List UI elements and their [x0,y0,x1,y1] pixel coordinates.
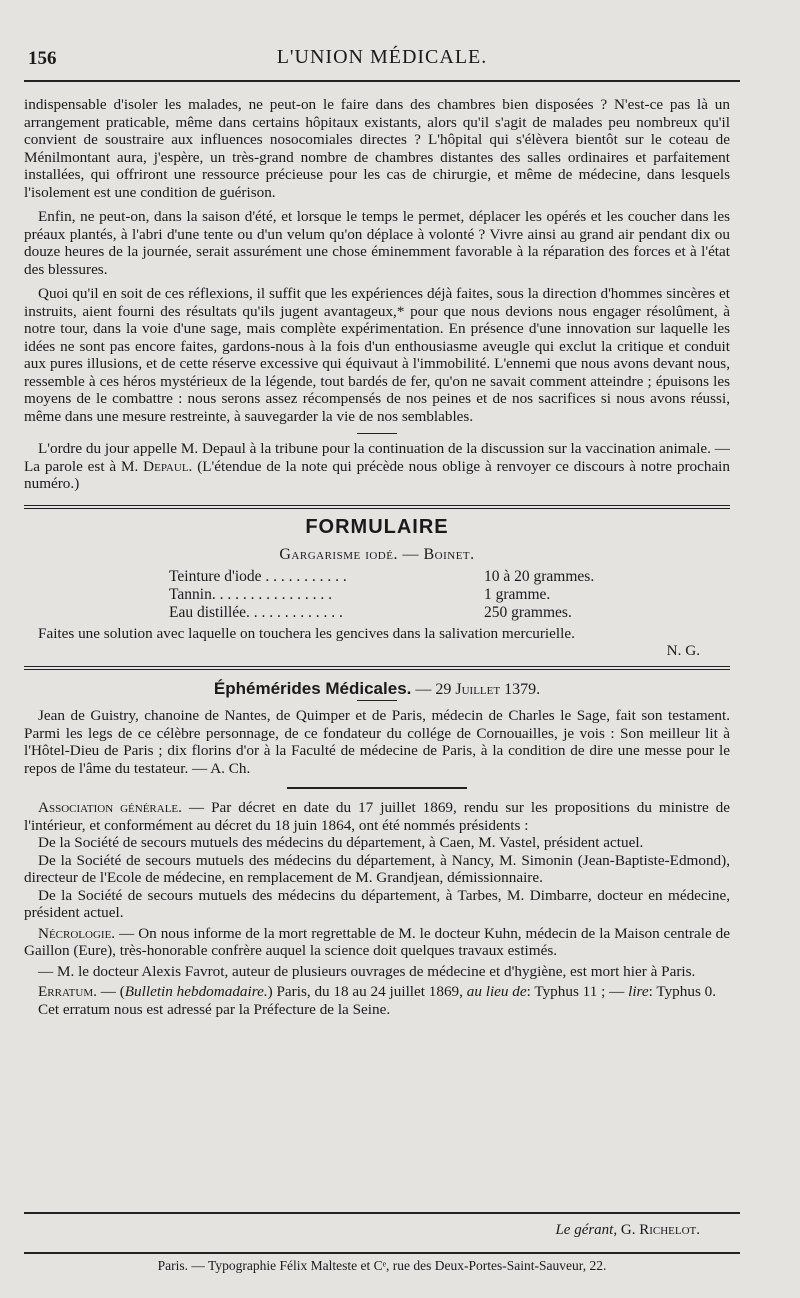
ingredient-name: Eau distillée. . . . . . . . . . . . . [169,603,343,621]
journal-title: L'UNION MÉDICALE. [276,46,488,68]
erratum-lire: lire [628,983,649,1000]
page-footer [24,1222,740,1273]
short-separator [357,433,397,434]
discourse-paragraph-1: indispensable d'isoler les malades, ne peut-on le faire dans des chambres bien disposées ? N'est-ce pas là un arrangement praticable, même dans certains hôpitaux existants, alors qu'il s'agit de malades peu nombreux qu'il convient de soustraire aux influences nosocomiales directes ? L'hôpital qui s'élèvera bientôt sur le coteau de Ménilmontant aura, j'espère, un très-grand nombre de chambres distantes des salles ordinaires et parfaitement installées, qui offriront une ressource précieuse pour les cas de chirurgie, et même de médecine, dans lesquels l'isolement est une condition de guérison. [24,96,730,201]
ephemerides-text: Jean de Guistry, chanoine de Nantes, de Quimper et de Paris, médecin de Charles le Sage, fait son testament. Parmi les legs de ce célèbre personnage, de ce fondateur du collége de Cornouailles, je vois : Son meilleur lit à l'Hôtel-Dieu de Paris ; dix florins d'or à la Faculté de médecine de Paris, à la condition de dire une messe pour le repos de l'âme du testateur. — A. Ch. [24,707,730,777]
ingredient-name: Tannin. . . . . . . . . . . . . . . . [169,585,332,603]
news-necrology [24,925,730,960]
ingredient-quantity: 250 grammes. [484,603,572,621]
footer-rule-mid [24,1252,740,1254]
page-header [24,46,740,72]
short-separator [357,700,397,701]
news-nancy: De la Société de secours mutuels des médecins du département, à Nancy, M. Simonin (Jean-Baptiste-Edmond), directeur de l'Ecole de médecine, en remplacement de M. Grandjean, démissionnaire. [24,851,730,886]
gerant-name: G. Richelot. [617,1222,700,1238]
gerant-label: Le gérant, [555,1222,618,1238]
news-favrot: — M. le docteur Alexis Favrot, auteur de plusieurs ouvrages de médecine et d'hygiène, est mort hier à Paris. [38,962,696,980]
news-erratum-note: Cet erratum nous est adressé par la Préfecture de la Seine. [38,1000,391,1018]
news-separator [287,787,467,789]
news-association-label: Association générale. [38,799,182,816]
ingredient-row [24,604,730,622]
news-tarbes: De la Société de secours mutuels des médecins du département, à Tarbes, M. Dimbarre, docteur en médecine, président actuel. [24,886,730,921]
news-erratum-label: Erratum. [38,983,97,1000]
formulaire-title: FORMULAIRE [305,515,449,538]
ephemerides-month: Juillet [455,680,501,698]
news-erratum: Erratum. — (Bulletin hebdomadaire.) Paris, du 18 au 24 juillet 1869, au lieu de: Typhus 11 ; — lire: Typhus 0. [38,983,717,1000]
page-number: 156 [28,48,57,69]
recipe-signature: N. G. [666,642,700,659]
ingredient-quantity: 10 à 20 grammes. [484,567,595,585]
news-necrology-label: Nécrologie. [38,924,116,942]
ephemerides-title [24,680,730,699]
ingredient-quantity: 1 gramme. [484,585,551,603]
order-text-end: . (L'étendue de la note qui précède nous oblige à renvoyer ce discours à notre prochain numéro.) [24,457,730,492]
ingredient-row [24,568,730,586]
printer-line: Paris. — Typographie Félix Malteste et Cᵉ, rue des Deux-Portes-Saint-Sauveur, 22. [157,1258,607,1273]
recipe-instructions: Faites une solution avec laquelle on touchera les gencives dans la salivation mercurielle. [38,624,575,642]
section-double-rule [24,666,730,670]
recipe-title: Gargarisme iodé. — Boinet. [279,546,475,563]
erratum-bulletin: Bulletin hebdomadaire. [124,983,268,1000]
section-double-rule [24,505,730,509]
ingredient-name: Teinture d'iode . . . . . . . . . . . [169,567,347,585]
ephemerides-year: 1379. [500,680,541,698]
news-necrology-text: — On nous informe de la mort regrettable de M. le docteur Kuhn, médecin de la Maison centrale de Gaillon (Eure), très-honorable confrère auquel la science doit quelques travaux estimés. [24,924,730,959]
discourse-paragraph-2: Enfin, ne peut-on, dans la saison d'été, et lorsque le temps le permet, déplacer les opérés et les coucher dans les préaux plantés, à l'abri d'une tente ou d'un velum qu'on déplace à volonté ? Vivre ainsi au grand air pendant dix ou douze heures de la journée, serait assurément une chose éminemment favorable à la réparation des forces et à l'état des blessures. [24,208,730,278]
ephemerides-heading: Éphémérides Médicales. [213,678,412,698]
news-caen: De la Société de secours mutuels des médecins du département, à Caen, M. Vastel, président actuel. [38,834,644,851]
gerant-line [24,1222,740,1239]
page-content [24,96,730,1018]
ingredient-row [24,586,730,604]
discourse-paragraph-3: Quoi qu'il en soit de ces réflexions, il suffit que les expériences déjà faites, sous la direction d'hommes sincères et instruits, aient fourni des résultats qu'ils jugent avantageux,* pour que nous devions nous engager résolûment, à notre tour, dans la voie d'une sage, mais complète expérimentation. En présence d'une innovation sur laquelle les idées ne sont pas encore faites, gardons-nous à la fois d'un enthousiasme aveugle qui exclut la critique et conduit aux pures illusions, et de cette réserve excessive qui équivaut à l'immobilité. L'ennemi que nous avons devant nous, ressemble à ces héros mystérieux de la légende, tout bardés de fer, qu'on ne savait comment atteindre ; épuisons les moyens de le combattre : nous serons assez récompensés de nos peines et de nos sacrifices si nous avons réussi, même dans une mesure restreinte, à sauvegarder la vie de nos semblables. [24,285,730,425]
footer-rule-top [24,1212,740,1214]
header-rule [24,80,740,82]
news-association-text: — Par décret en date du 17 juillet 1869, rendu sur les propositions du ministre de l'intérieur, et conformément au décret du 18 juin 1864, ont été nommés présidents : [24,799,730,834]
erratum-au-lieu: au lieu de [466,983,527,1000]
order-speaker-name: Depaul [143,457,189,475]
ephemerides-date: — 29 [411,680,456,698]
news-association [24,799,730,834]
order-text: L'ordre du jour appelle M. Depaul à la tribune pour la continuation de la discussion sur la vaccination animale. — La parole est à M. [24,440,730,475]
order-of-day [24,440,730,493]
